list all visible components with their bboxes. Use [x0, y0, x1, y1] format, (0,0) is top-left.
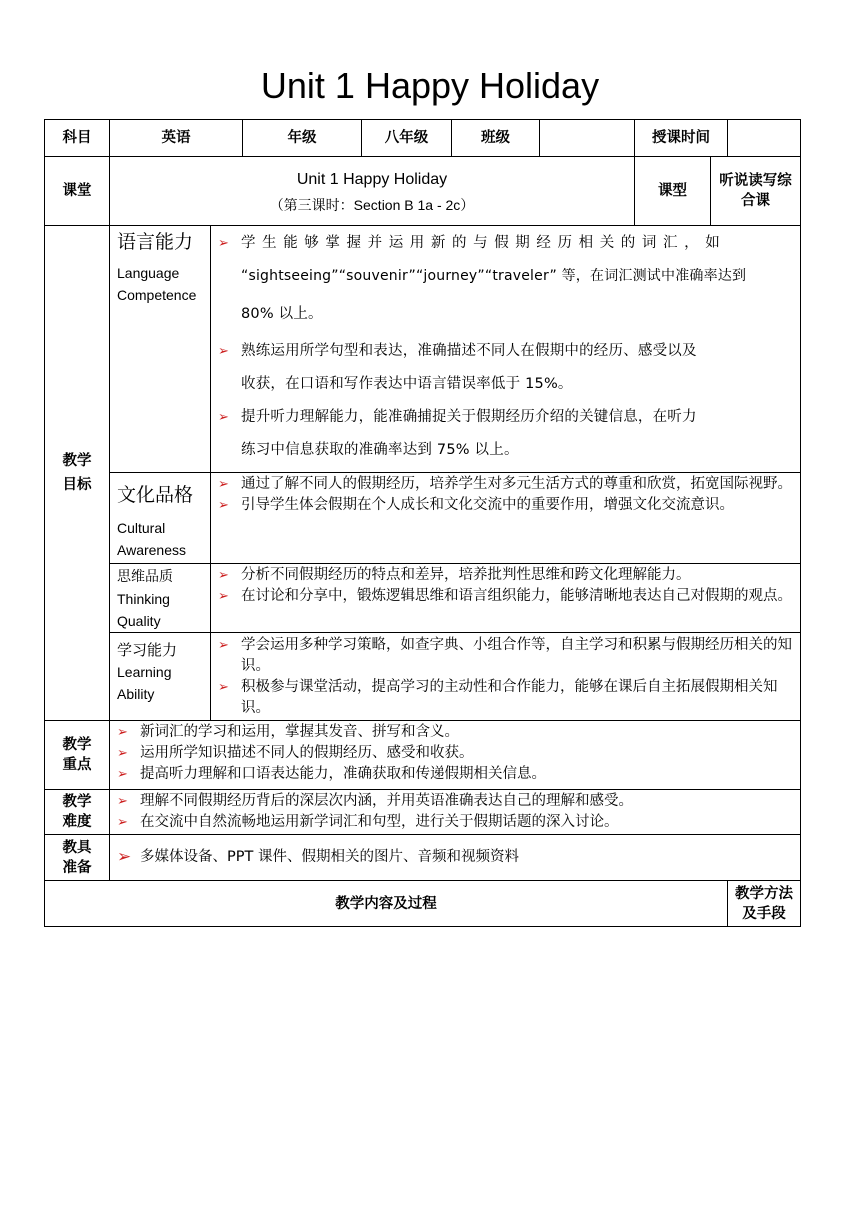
time-label: 授课时间 [635, 120, 728, 157]
objective-language-row [45, 226, 801, 473]
list-item: 80% 以上。 [241, 306, 323, 322]
learning-dimension: 学习能力 Learning Ability [110, 633, 211, 721]
bullet-icon: ➢ [218, 638, 229, 653]
bullet-icon: ➢ [218, 236, 236, 251]
list-item: ➢ 提高听力理解和口语表达能力，准确获取和传递假期相关信息。 [110, 764, 800, 785]
lesson-type-value: 听说读写综合课 [711, 157, 801, 226]
list-item: ➢ 新词汇的学习和运用，掌握其发音、拼写和含义。 [110, 722, 800, 743]
list-item: ➢ 提升听力理解能力，能准确捕捉关于假期经历介绍的关键信息，在听力 [211, 401, 800, 434]
materials-label: 教具 准备 [45, 835, 110, 881]
bullet-icon: ➢ [218, 589, 229, 604]
objective-thinking-row [45, 564, 801, 633]
lesson-subtitle: （第三课时：Section B 1a - 2c） [269, 197, 475, 213]
language-title: 语言能力 [117, 231, 194, 253]
bullet-icon: ➢ [218, 477, 229, 492]
bullet-icon: ➢ [218, 680, 229, 695]
objective-culture-row [45, 473, 801, 564]
lesson-row [45, 157, 801, 226]
method-label: 教学方法 及手段 [728, 881, 801, 927]
lesson-title: Unit 1 Happy Holiday [296, 171, 448, 188]
lesson-label: 课堂 [45, 157, 110, 226]
difficulties-items [110, 790, 801, 835]
key-points-label: 教学 重点 [45, 721, 110, 790]
lesson-plan-table [44, 119, 801, 927]
list-item: 练习中信息获取的准确率达到 75% 以上。 [241, 442, 519, 458]
thinking-dimension: 思维品质 Thinking Quality [110, 564, 211, 633]
list-item: “sightseeing”“souvenir”“journey”“traveler” 等，在词汇测试中准确率达到 [241, 268, 747, 284]
materials-items [110, 835, 801, 881]
list-item: ➢ 学会运用多种学习策略，如查字典、小组合作等，自主学习和积累与假期经历相关的知识。 [218, 637, 792, 674]
bullet-icon: ➢ [218, 498, 229, 513]
list-item: ➢ 引导学生体会假期在个人成长和文化交流中的重要作用，增强文化交流意识。 [211, 495, 800, 516]
list-item: ➢ 分析不同假期经历的特点和差异，培养批判性思维和跨文化理解能力。 [211, 565, 800, 586]
grade-value: 八年级 [362, 120, 452, 157]
bullet-icon: ➢ [117, 815, 128, 830]
list-item: ➢ 运用所学知识描述不同人的假期经历、感受和收获。 [110, 743, 800, 764]
subject-label: 科目 [45, 120, 110, 157]
bullet-icon: ➢ [117, 746, 128, 761]
process-row [45, 881, 801, 927]
objectives-label: 教学目标 [45, 226, 110, 721]
language-dimension [110, 226, 211, 473]
list-item: ➢ 理解不同假期经历背后的深层次内涵，并用英语准确表达自己的理解和感受。 [110, 791, 800, 812]
bullet-icon: ➢ [117, 847, 132, 867]
time-value [728, 120, 801, 157]
bullet-icon: ➢ [117, 794, 128, 809]
list-item: 收获，在口语和写作表达中语言错误率低于 15%。 [241, 376, 573, 392]
language-items [211, 226, 801, 473]
list-item: ➢ 通过了解不同人的假期经历，培养学生对多元生活方式的尊重和欣赏，拓宽国际视野。 [211, 474, 800, 495]
page-title: Unit 1 Happy Holiday [260, 65, 600, 106]
culture-title: 文化品格 [117, 484, 194, 506]
key-points-row [45, 721, 801, 790]
difficulties-label: 教学 难度 [45, 790, 110, 835]
header-row [45, 120, 801, 157]
culture-items [211, 473, 801, 564]
bullet-icon: ➢ [117, 725, 128, 740]
list-item: ➢ 积极参与课堂活动，提高学习的主动性和合作能力，能够在课后自主拓展假期相关知识。 [218, 679, 778, 716]
list-item: ➢ 多媒体设备、PPT 课件、假期相关的图片、音频和视频资料 [117, 847, 519, 867]
class-label: 班级 [452, 120, 540, 157]
bullet-icon: ➢ [218, 410, 230, 425]
list-item: ➢ 在讨论和分享中，锻炼逻辑思维和语言组织能力，能够清晰地表达自己对假期的观点。 [211, 586, 800, 607]
culture-dimension: 文化品格 Cultural Awareness [110, 473, 211, 564]
lesson-type-label: 课型 [635, 157, 711, 226]
list-item: ➢ 在交流中自然流畅地运用新学词汇和句型，进行关于假期话题的深入讨论。 [110, 812, 800, 833]
grade-label: 年级 [243, 120, 362, 157]
subject-value: 英语 [110, 120, 243, 157]
language-title-en: Language Competence [117, 265, 197, 303]
learning-title: 学习能力 [117, 641, 178, 659]
bullet-icon: ➢ [117, 767, 128, 782]
thinking-title: 思维品质 [117, 569, 173, 585]
bullet-icon: ➢ [218, 568, 229, 583]
thinking-items [211, 564, 801, 633]
key-points-items [110, 721, 801, 790]
learning-items [211, 633, 801, 721]
bullet-icon: ➢ [218, 344, 230, 359]
process-label: 教学内容及过程 [45, 881, 728, 927]
lesson-title-cell [110, 157, 635, 226]
materials-row [45, 835, 801, 881]
list-item: ➢ 熟练运用所学句型和表达，准确描述不同人在假期中的经历、感受以及 [211, 335, 800, 368]
difficulties-row [45, 790, 801, 835]
objective-learning-row [45, 633, 801, 721]
class-value [540, 120, 635, 157]
list-item: ➢ 学生能够掌握并运用新的与假期经历相关的词汇，如 [211, 227, 800, 260]
